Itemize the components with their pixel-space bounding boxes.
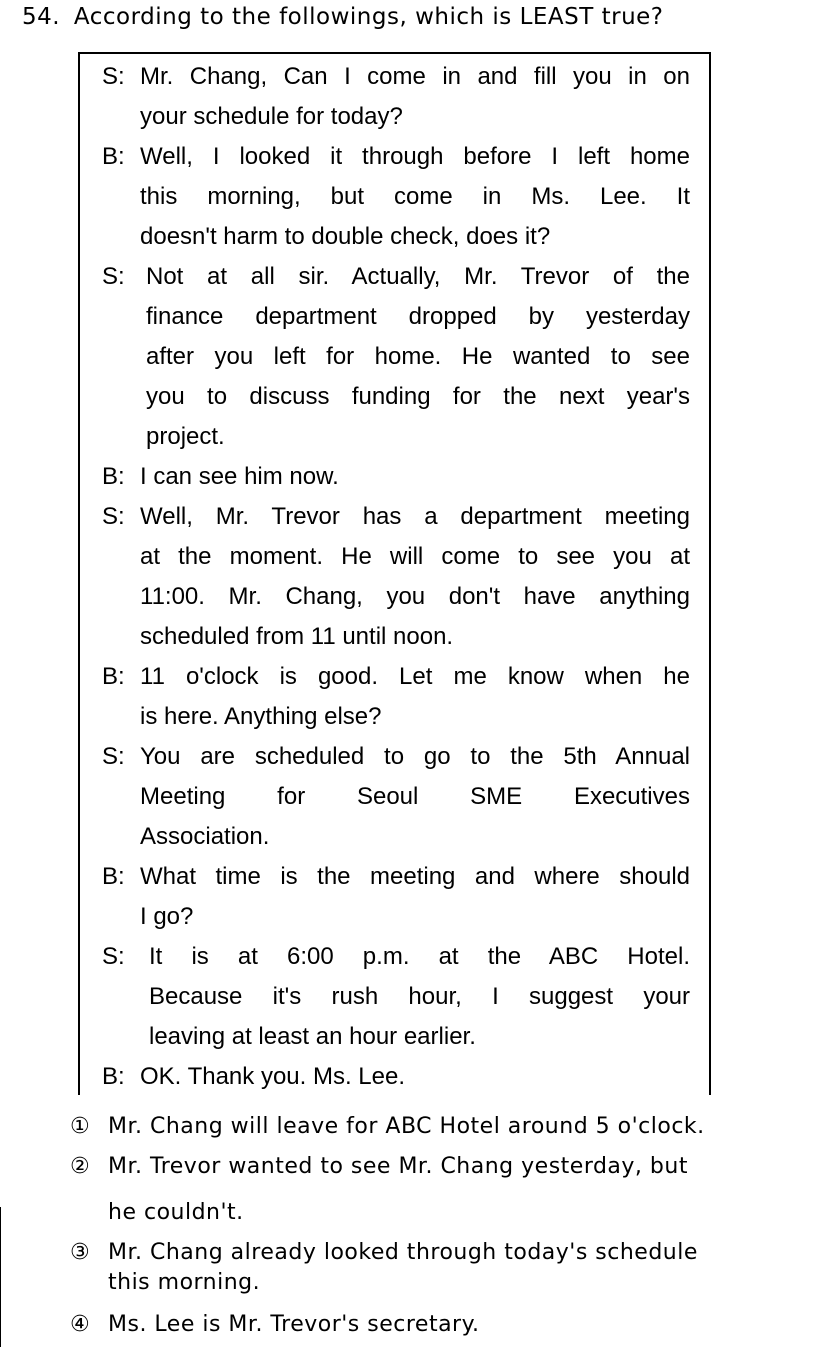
dialogue-line bbox=[80, 457, 709, 497]
dialogue-text: 11 o'clock is good. Let me know when he bbox=[140, 663, 690, 690]
dialogue-line bbox=[80, 137, 709, 177]
option-marker: ② bbox=[70, 1154, 91, 1179]
option-2-line bbox=[70, 1200, 244, 1225]
dialogue-line bbox=[80, 377, 709, 417]
dialogue-box bbox=[78, 52, 711, 1095]
dialogue-line bbox=[80, 1017, 709, 1057]
dialogue-line bbox=[80, 257, 709, 297]
dialogue-text: You are scheduled to go to the 5th Annual bbox=[140, 743, 690, 770]
dialogue-text: after you left for home. He wanted to see bbox=[146, 343, 690, 370]
question-number: 54. bbox=[22, 4, 61, 30]
option-text: Ms. Lee is Mr. Trevor's secretary. bbox=[108, 1312, 480, 1337]
dialogue-line bbox=[80, 337, 709, 377]
speaker-label: S: bbox=[102, 943, 125, 970]
option-marker: ③ bbox=[70, 1240, 91, 1265]
dialogue-line bbox=[80, 897, 709, 937]
dialogue-line bbox=[80, 777, 709, 817]
question-text: According to the followings, which is LEAST true? bbox=[73, 4, 664, 30]
dialogue-text: It is at 6:00 p.m. at the ABC Hotel. bbox=[149, 943, 690, 970]
dialogue-line bbox=[80, 217, 709, 257]
dialogue-text: Well, I looked it through before I left home bbox=[140, 143, 690, 170]
dialogue-text: Meeting for Seoul SME Executives bbox=[140, 783, 690, 810]
option-1-line bbox=[70, 1114, 705, 1139]
option-3-line bbox=[70, 1270, 260, 1295]
option-marker: ④ bbox=[70, 1312, 91, 1337]
margin-rule bbox=[0, 1207, 1, 1347]
dialogue-line bbox=[80, 97, 709, 137]
dialogue-line bbox=[80, 537, 709, 577]
speaker-label: B: bbox=[102, 143, 125, 170]
dialogue-text: What time is the meeting and where should bbox=[140, 863, 690, 890]
dialogue-line bbox=[80, 57, 709, 97]
dialogue-text: I can see him now. bbox=[140, 463, 339, 490]
dialogue-text: 11:00. Mr. Chang, you don't have anything bbox=[140, 583, 690, 610]
dialogue-line bbox=[80, 697, 709, 737]
speaker-label: B: bbox=[102, 463, 125, 490]
speaker-label: S: bbox=[102, 503, 125, 530]
dialogue-text: Because it's rush hour, I suggest your bbox=[149, 983, 690, 1010]
dialogue-text: I go? bbox=[140, 903, 194, 930]
dialogue-text: at the moment. He will come to see you at bbox=[140, 543, 690, 570]
dialogue-text: is here. Anything else? bbox=[140, 703, 382, 730]
speaker-label: S: bbox=[102, 263, 125, 290]
option-3-line bbox=[70, 1240, 698, 1265]
dialogue-text: scheduled from 11 until noon. bbox=[140, 623, 454, 650]
option-text: he couldn't. bbox=[108, 1200, 244, 1225]
option-4-line bbox=[70, 1312, 479, 1337]
speaker-label: S: bbox=[102, 63, 125, 90]
option-2-line bbox=[70, 1154, 688, 1179]
option-text: Mr. Chang already looked through today's schedule bbox=[108, 1240, 698, 1265]
dialogue-line bbox=[80, 657, 709, 697]
dialogue-line bbox=[80, 177, 709, 217]
option-text: this morning. bbox=[108, 1270, 261, 1295]
dialogue-text: Well, Mr. Trevor has a department meeting bbox=[140, 503, 690, 530]
dialogue-line bbox=[80, 817, 709, 857]
dialogue-text: doesn't harm to double check, does it? bbox=[140, 223, 551, 250]
dialogue-text: project. bbox=[146, 423, 225, 450]
dialogue-text: Association. bbox=[140, 823, 270, 850]
question bbox=[22, 4, 664, 30]
dialogue-text: Not at all sir. Actually, Mr. Trevor of the bbox=[146, 263, 690, 290]
dialogue-line bbox=[80, 297, 709, 337]
dialogue-line bbox=[80, 417, 709, 457]
dialogue-line bbox=[80, 737, 709, 777]
dialogue-line bbox=[80, 497, 709, 537]
dialogue-line bbox=[80, 977, 709, 1017]
speaker-label: B: bbox=[102, 1063, 125, 1090]
option-text: Mr. Chang will leave for ABC Hotel around 5 o'clock. bbox=[108, 1114, 705, 1139]
dialogue-text: leaving at least an hour earlier. bbox=[149, 1023, 476, 1050]
dialogue-text: Mr. Chang, Can I come in and fill you in on bbox=[140, 63, 690, 90]
dialogue-line bbox=[80, 1057, 709, 1097]
dialogue-text: OK. Thank you. Ms. Lee. bbox=[140, 1063, 406, 1090]
speaker-label: S: bbox=[102, 743, 125, 770]
dialogue-line bbox=[80, 617, 709, 657]
dialogue-line bbox=[80, 937, 709, 977]
dialogue-text: this morning, but come in Ms. Lee. It bbox=[140, 183, 690, 210]
dialogue-text: your schedule for today? bbox=[140, 103, 403, 130]
dialogue-line bbox=[80, 857, 709, 897]
dialogue-line bbox=[80, 577, 709, 617]
option-text: Mr. Trevor wanted to see Mr. Chang yesterday, but bbox=[108, 1154, 688, 1179]
speaker-label: B: bbox=[102, 663, 125, 690]
speaker-label: B: bbox=[102, 863, 125, 890]
dialogue-text: finance department dropped by yesterday bbox=[146, 303, 690, 330]
option-marker: ① bbox=[70, 1114, 91, 1139]
dialogue-text: you to discuss funding for the next year's bbox=[146, 383, 690, 410]
